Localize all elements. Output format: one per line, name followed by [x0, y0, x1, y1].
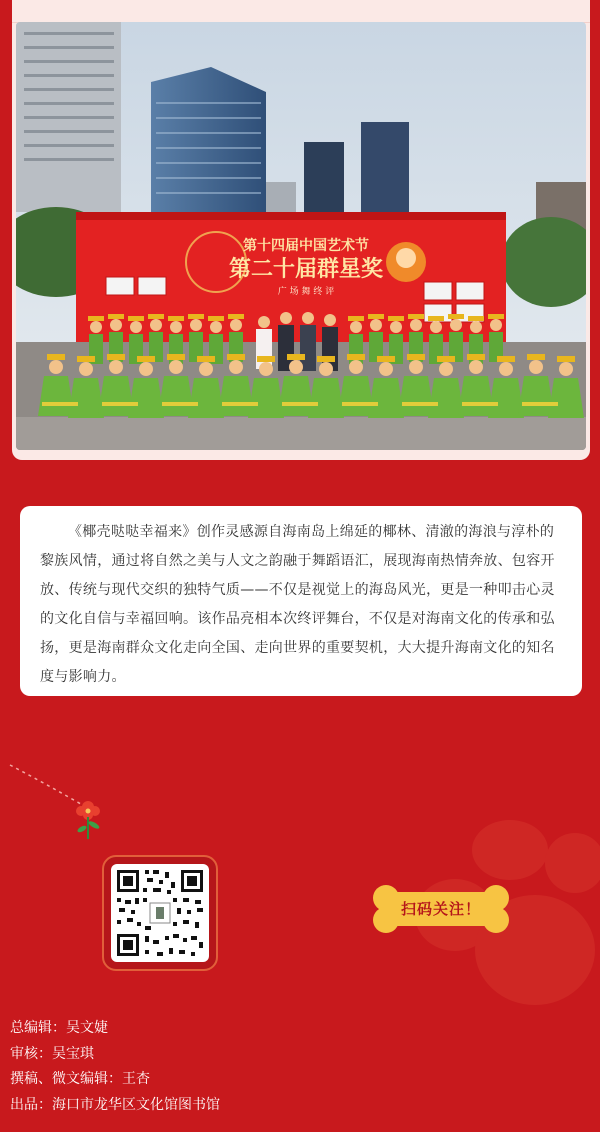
flower-icon	[76, 801, 100, 839]
group-photo-illustration	[16, 22, 586, 450]
banner-line1: 第十四届中国艺术节	[243, 238, 369, 254]
banner-line3: 广 场 舞 终 评	[277, 287, 335, 297]
article-paragraph: 《椰壳哒哒幸福来》创作灵感源自海南岛上绵延的椰林、清澈的海浪与淳朴的黎族风情，通过将自然之美与人文之韵融于舞蹈语汇，展现海南热情奔放、包容开放、传统与现代交织的独特气质——不仅是视觉上的海岛风光，更是一种叩击心灵的文化自信与幸福回响。该作品亮相本次终评舞台，不仅是对海南文化的传承和弘扬，更是海南群众文化走向全国、走向世界的重要契机，大大提升海南文化的知名度与影响力。	[40, 524, 555, 685]
credit-chief-editor: 总编辑：吴文婕	[10, 1020, 108, 1036]
group-photo[interactable]	[16, 22, 586, 450]
qr-code-frame[interactable]	[102, 855, 218, 971]
credit-producer: 出品：海口市龙华区文化馆图书馆	[10, 1096, 220, 1113]
scan-follow-label: 扫码关注！	[400, 900, 481, 918]
top-strip	[12, 0, 590, 23]
credit-reviewer: 审核：吴宝琪	[10, 1045, 94, 1062]
banner-line2: 第二十届群星奖	[228, 257, 384, 282]
scan-follow-button[interactable]	[370, 884, 512, 934]
card-accent-dash	[100, 502, 112, 505]
article-card	[20, 506, 582, 696]
qr-code-pattern	[111, 864, 209, 962]
credits	[10, 1016, 410, 1118]
qr-code[interactable]	[111, 864, 209, 962]
flower-decoration	[8, 755, 118, 850]
qr-logo-icon	[156, 907, 164, 919]
credit-writer: 撰稿、微文编辑：王杏	[10, 1071, 150, 1087]
